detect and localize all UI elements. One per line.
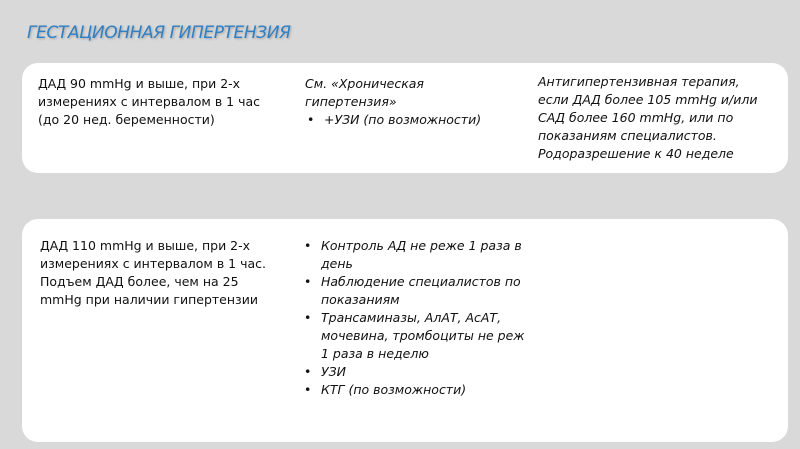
list-item: • +УЗИ (по возможности): [305, 111, 510, 129]
row2-criteria-text: ДАД 110 mmHg и выше, при 2-х измерениях с интервалом в 1 час. Подъем ДАД более, чем на 25 mmHg при наличии гипертензии: [40, 238, 266, 307]
list-item: • УЗИ: [302, 363, 536, 381]
row1-criteria-text: ДАД 90 mmHg и выше, при 2-х измерениях с интервалом в 1 час (до 20 нед. беременности): [38, 76, 261, 127]
row2-monitoring-list: [302, 237, 536, 399]
row1-monitoring-text: См. «Хроническая гипертензия»: [305, 76, 424, 109]
row1-monitoring: [305, 75, 510, 129]
row1-treatment-text: Антигипертензивная терапия, если ДАД более 105 mmHg и/или САД более 160 mmHg, или по показаниям специалистов. Родоразрешение к 40 неделе: [538, 74, 758, 161]
row-card-1: [22, 63, 788, 173]
row-card-2: [22, 219, 788, 442]
slide-title: ГЕСТАЦИОННАЯ ГИПЕРТЕНЗИЯ: [27, 23, 291, 43]
row2-criteria: [40, 237, 272, 309]
row2-monitoring: [302, 237, 536, 399]
row1-treatment: [538, 73, 768, 163]
list-item: • Наблюдение специалистов по показаниям: [302, 273, 536, 309]
list-item: • Контроль АД не реже 1 раза в день: [302, 237, 536, 273]
row1-criteria: [38, 75, 270, 129]
list-item: • Трансаминазы, АлАТ, АсАТ, мочевина, тромбоциты не реж 1 раза в неделю: [302, 309, 536, 363]
row1-monitoring-list: [305, 111, 510, 129]
list-item: • КТГ (по возможности): [302, 381, 536, 399]
